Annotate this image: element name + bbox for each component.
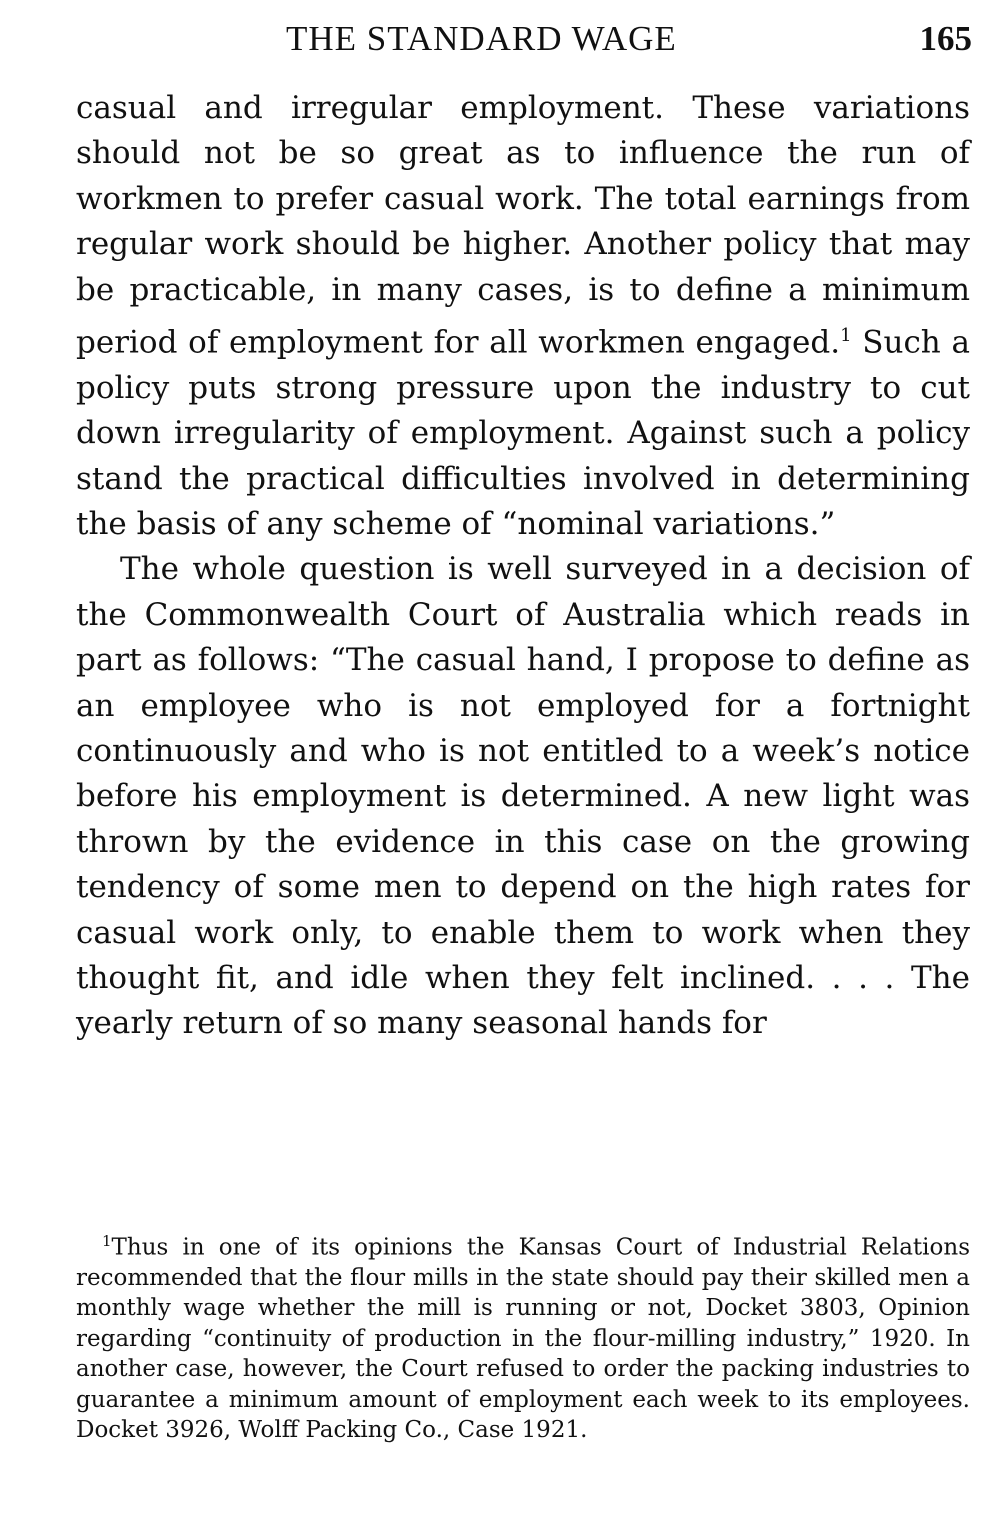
paragraph-1 — [76, 86, 970, 547]
footnote-marker: 1 — [102, 1232, 112, 1250]
footnote — [76, 1226, 970, 1446]
running-title: THE STANDARD WAGE — [286, 19, 677, 58]
paragraph-1-text: casual and irregular employment. These variations should not be so great as to influence the run of workmen to prefer casual work. The total earnings from regular work should be higher. Another policy that may be practicable, in many cases, is to define a minimum period of employment for all workmen engaged. — [76, 90, 970, 361]
body-text — [76, 86, 970, 1047]
paragraph-2: The whole question is well surveyed in a decision of the Commonwealth Court of Australia which reads in part as follows: “The casual hand, I propose to define as an employee who is not employed for a fortnight continuously and who is not entitled to a week’s notice before his employment is determined. A new light was thrown by the evidence in this case on the growing tendency of some men to depend on the high rates for casual work only, to enable them to work when they thought fit, and idle when they felt inclined. . . . The yearly return of so many seasonal hands for — [76, 551, 970, 1042]
paragraph-1-continuation: Such a policy puts strong pressure upon the industry to cut down irregularity of employment. Against such a policy stand the practical difficulties involved in determining the basis of any scheme of “nominal variations.” — [76, 324, 970, 542]
footnote-reference[interactable]: 1 — [840, 325, 852, 347]
footnote-text: Thus in one of its opinions the Kansas Court of Industrial Relations recommended that the flour mills in the state should pay their skilled men a monthly wage whether the mill is running or not, Docket 3803, Opinion regarding “continuity of production in the flour-milling industry,” 1920. In another case, however, the Court refused to order the packing industries to guarantee a minimum amount of employment each week to its employees. Docket 3926, Wolff Packing Co., Case 1921. — [76, 1234, 970, 1444]
running-head — [0, 14, 1000, 64]
page-number: 165 — [919, 19, 972, 58]
